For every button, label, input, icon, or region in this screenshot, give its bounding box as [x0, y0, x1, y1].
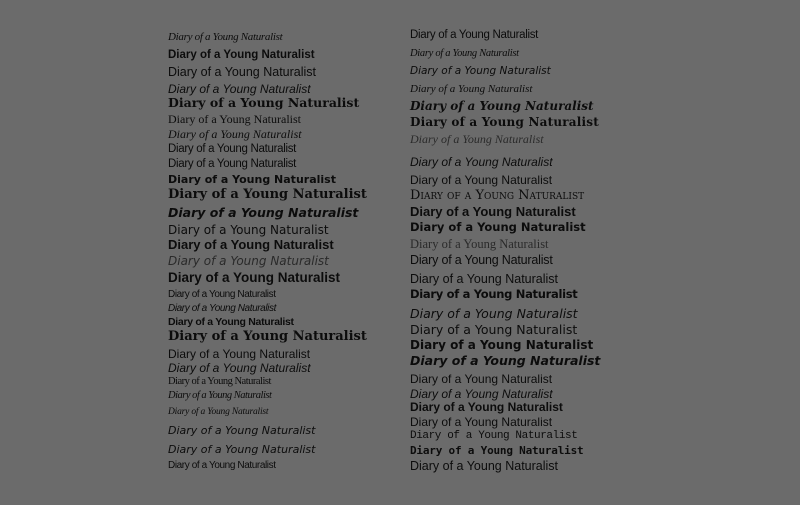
- specimen-line: Diary of a Young Naturalist: [168, 237, 334, 252]
- specimen-line: Diary of a Young Naturalist: [168, 303, 276, 314]
- specimen-line: Diary of a Young Naturalist: [168, 254, 329, 268]
- specimen-line: Diary of a Young Naturalist: [168, 127, 302, 141]
- specimen-line: Diary of a Young Naturalist: [410, 287, 578, 301]
- specimen-line: Diary of a Young Naturalist: [168, 187, 367, 202]
- specimen-line: Diary of a Young Naturalist: [168, 173, 336, 186]
- specimen-line: Diary of a Young Naturalist: [168, 347, 311, 361]
- specimen-line: Diary of a Young Naturalist: [410, 65, 551, 77]
- specimen-line: Diary of a Young Naturalist: [410, 115, 599, 129]
- specimen-line: Diary of a Young Naturalist: [410, 459, 559, 473]
- specimen-line: Diary of a Young Naturalist: [168, 316, 294, 328]
- specimen-line: Diary of a Young Naturalist: [410, 372, 553, 386]
- specimen-line: Diary of a Young Naturalist: [410, 353, 601, 368]
- specimen-line: Diary of a Young Naturalist: [168, 361, 311, 375]
- specimen-line: Diary of a Young Naturalist: [168, 112, 301, 126]
- specimen-line: Diary of a Young Naturalist: [168, 390, 272, 401]
- specimen-line: Diary of a Young Naturalist: [168, 376, 271, 387]
- specimen-line: Diary of a Young Naturalist: [410, 400, 563, 414]
- specimen-line: Diary of a Young Naturalist: [410, 237, 549, 251]
- specimen-line: Diary of a Young Naturalist: [410, 188, 585, 203]
- specimen-line: Diary of a Young Naturalist: [410, 132, 544, 146]
- specimen-line: Diary of a Young Naturalist: [168, 95, 360, 110]
- specimen-line: Diary of a Young Naturalist: [168, 424, 316, 437]
- specimen-line: Diary of a Young Naturalist: [168, 329, 367, 344]
- specimen-line: Diary of a Young Naturalist: [168, 289, 276, 300]
- specimen-line: Diary of a Young Naturalist: [168, 143, 297, 155]
- specimen-line: Diary of a Young Naturalist: [410, 173, 553, 187]
- specimen-line: Diary of a Young Naturalist: [168, 205, 359, 220]
- specimen-line: Diary of a Young Naturalist: [410, 29, 539, 41]
- specimen-line: Diary of a Young Naturalist: [410, 83, 533, 95]
- specimen-line: Diary of a Young Naturalist: [410, 272, 559, 286]
- specimen-line: Diary of a Young Naturalist: [410, 204, 576, 219]
- specimen-line: Diary of a Young Naturalist: [410, 387, 553, 401]
- specimen-line: Diary of a Young Naturalist: [168, 31, 283, 43]
- specimen-line: Diary of a Young Naturalist: [168, 65, 317, 79]
- specimen-line: Diary of a Young Naturalist: [410, 415, 553, 429]
- specimen-line: Diary of a Young Naturalist: [168, 460, 276, 471]
- specimen-line: Diary of a Young Naturalist: [168, 49, 315, 61]
- specimen-line: Diary of a Young Naturalist: [410, 322, 578, 337]
- specimen-line: Diary of a Young Naturalist: [410, 306, 578, 321]
- specimen-line: Diary of a Young Naturalist: [168, 158, 297, 170]
- specimen-line: Diary of a Young Naturalist: [410, 444, 584, 457]
- specimen-line: Diary of a Young Naturalist: [168, 223, 329, 237]
- specimen-line: Diary of a Young Naturalist: [410, 99, 594, 113]
- specimen-line: Diary of a Young Naturalist: [168, 407, 269, 417]
- specimen-line: Diary of a Young Naturalist: [410, 253, 553, 267]
- specimen-line: Diary of a Young Naturalist: [168, 443, 316, 456]
- specimen-line: Diary of a Young Naturalist: [410, 220, 586, 234]
- specimen-line: Diary of a Young Naturalist: [410, 430, 578, 442]
- specimen-line: Diary of a Young Naturalist: [410, 48, 519, 59]
- specimen-line: Diary of a Young Naturalist: [410, 338, 594, 352]
- specimen-line: Diary of a Young Naturalist: [168, 270, 341, 285]
- specimen-line: Diary of a Young Naturalist: [410, 155, 553, 169]
- specimen-line: Diary of a Young Naturalist: [168, 82, 311, 96]
